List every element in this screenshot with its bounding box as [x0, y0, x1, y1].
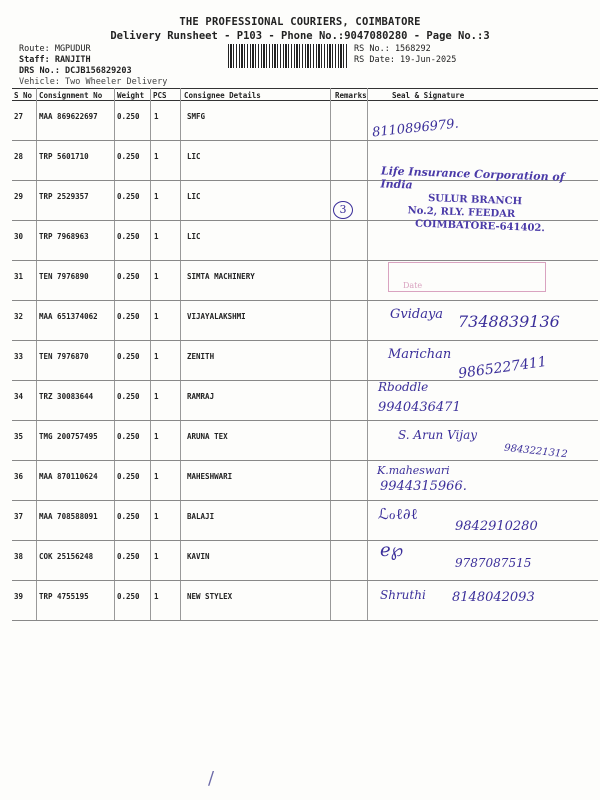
cell-weight: 0.250	[117, 272, 140, 281]
signature-34-phone: 9940436471	[378, 400, 461, 415]
cell-weight: 0.250	[117, 352, 140, 361]
cell-consignee: LIC	[187, 192, 201, 201]
drs-label: DRS No.: DCJB156829203	[19, 66, 132, 76]
cell-sno: 32	[14, 312, 24, 321]
signature-27: 8110896979.	[371, 116, 460, 141]
cell-sno: 27	[14, 112, 24, 121]
cell-consignment: TMG 200757495	[39, 432, 98, 441]
cell-sno: 35	[14, 432, 24, 441]
signature-35-phone: 9843221312	[503, 442, 569, 461]
table-row	[12, 460, 598, 501]
cell-consignment: COK 25156248	[39, 552, 94, 561]
cell-pcs: 1	[154, 272, 159, 281]
col-sno: S No	[14, 91, 33, 100]
cell-pcs: 1	[154, 192, 159, 201]
stamp-line: Life Insurance Corporation of India	[380, 164, 565, 192]
table-row	[12, 380, 598, 421]
cell-sno: 33	[14, 352, 24, 361]
cell-consignee: LIC	[187, 232, 201, 241]
vehicle-label: Vehicle: Two Wheeler Delivery	[19, 77, 168, 87]
signature-32-phone: 7348839136	[458, 312, 560, 331]
staff-label: Staff: RANJITH	[19, 55, 91, 65]
cell-consignment: TRZ 30083644	[39, 392, 94, 401]
signature-33-phone: 9865227411	[457, 353, 548, 383]
col-pcs: PCS	[153, 91, 167, 100]
cell-consignee: ARUNA TEX	[187, 432, 228, 441]
cell-consignment: MAA 869622697	[39, 112, 98, 121]
cell-consignment: TEN 7976870	[39, 352, 89, 361]
faded-stamp-text: Date	[403, 281, 423, 290]
table-row	[12, 420, 598, 461]
signature-33-name: Marichan	[388, 347, 452, 362]
cell-consignee: MAHESHWARI	[187, 472, 233, 481]
cell-sno: 30	[14, 232, 24, 241]
cell-weight: 0.250	[117, 472, 140, 481]
cell-weight: 0.250	[117, 432, 140, 441]
signature-36-name: K.maheswari	[377, 464, 450, 477]
cell-pcs: 1	[154, 312, 159, 321]
cell-weight: 0.250	[117, 312, 140, 321]
cell-weight: 0.250	[117, 232, 140, 241]
stamp-line: No.2, RLY. FEEDAR	[407, 205, 516, 221]
cell-consignee: ZENITH	[187, 352, 215, 361]
cell-sno: 28	[14, 152, 24, 161]
cell-sno: 31	[14, 272, 24, 281]
cell-pcs: 1	[154, 152, 159, 161]
cell-pcs: 1	[154, 592, 159, 601]
cell-weight: 0.250	[117, 512, 140, 521]
table-row	[12, 100, 598, 141]
cell-consignee: SMFG	[187, 112, 206, 121]
signature-38-phone: 9787087515	[455, 556, 532, 570]
cell-weight: 0.250	[117, 152, 140, 161]
signature-32-name: Gvidaya	[390, 307, 444, 322]
cell-weight: 0.250	[117, 552, 140, 561]
signature-37-scribble: ℒℴℓ∂ℓ	[378, 505, 418, 523]
signature-37-phone: 9842910280	[455, 519, 538, 534]
col-consignee: Consignee Details	[184, 91, 261, 100]
cell-weight: 0.250	[117, 192, 140, 201]
runsheet-subtitle: Delivery Runsheet - P103 - Phone No.:9047080280 - Page No.:3	[110, 30, 490, 42]
stray-pen-mark: /	[208, 768, 215, 789]
cell-consignment: TEN 7976890	[39, 272, 89, 281]
stamp-line: COIMBATORE-641402.	[414, 218, 545, 235]
cell-consignee: SIMTA MACHINERY	[187, 272, 255, 281]
cell-sno: 39	[14, 592, 24, 601]
col-weight: Weight	[117, 91, 145, 100]
faded-stamp	[388, 262, 546, 292]
cell-consignee: VIJAYALAKSHMI	[187, 312, 246, 321]
col-seal: Seal & Signature	[392, 91, 465, 100]
stamp-line: SULUR BRANCH	[427, 193, 523, 208]
cell-sno: 29	[14, 192, 24, 201]
cell-consignee: BALAJI	[187, 512, 215, 521]
cell-consignment: MAA 708588091	[39, 512, 98, 521]
signature-36-phone: 9944315966.	[380, 479, 467, 494]
cell-pcs: 1	[154, 112, 159, 121]
signature-35-name: S. Arun Vijay	[398, 428, 478, 442]
cell-pcs: 1	[154, 512, 159, 521]
cell-weight: 0.250	[117, 592, 140, 601]
route-label: Route: MGPUDUR	[19, 44, 91, 54]
cell-consignment: TRP 5601710	[39, 152, 89, 161]
signature-34-name: Rboddle	[378, 380, 429, 394]
cell-pcs: 1	[154, 552, 159, 561]
header-top-rule	[12, 88, 598, 89]
signature-38-scribble: ℯ℘	[380, 540, 404, 561]
signature-39-name: Shruthi	[380, 588, 426, 602]
cell-consignee: RAMRAJ	[187, 392, 215, 401]
col-consignment: Consignment No	[39, 91, 103, 100]
route-block	[19, 44, 167, 88]
cell-sno: 36	[14, 472, 24, 481]
cell-consignee: NEW STYLEX	[187, 592, 233, 601]
cell-weight: 0.250	[117, 112, 140, 121]
rs-info	[354, 44, 456, 66]
cell-sno: 38	[14, 552, 24, 561]
cell-weight: 0.250	[117, 392, 140, 401]
cell-pcs: 1	[154, 472, 159, 481]
col-remarks: Remarks	[335, 91, 367, 100]
remark-circle-mark: 3	[333, 201, 353, 219]
cell-pcs: 1	[154, 432, 159, 441]
cell-pcs: 1	[154, 352, 159, 361]
cell-consignee: KAVIN	[187, 552, 210, 561]
cell-consignee: LIC	[187, 152, 201, 161]
cell-consignment: MAA 651374062	[39, 312, 98, 321]
cell-consignment: TRP 2529357	[39, 192, 89, 201]
cell-consignment: MAA 870110624	[39, 472, 98, 481]
cell-pcs: 1	[154, 392, 159, 401]
signature-39-phone: 8148042093	[452, 590, 535, 605]
barcode	[228, 44, 348, 68]
cell-pcs: 1	[154, 232, 159, 241]
cell-sno: 34	[14, 392, 24, 401]
cell-sno: 37	[14, 512, 24, 521]
lic-stamp	[379, 164, 591, 236]
company-title: THE PROFESSIONAL COURIERS, COIMBATORE	[179, 16, 421, 28]
cell-consignment: TRP 7968963	[39, 232, 89, 241]
rs-number: RS No.: 1568292	[354, 44, 431, 54]
cell-consignment: TRP 4755195	[39, 592, 89, 601]
rs-date: RS Date: 19-Jun-2025	[354, 55, 457, 65]
